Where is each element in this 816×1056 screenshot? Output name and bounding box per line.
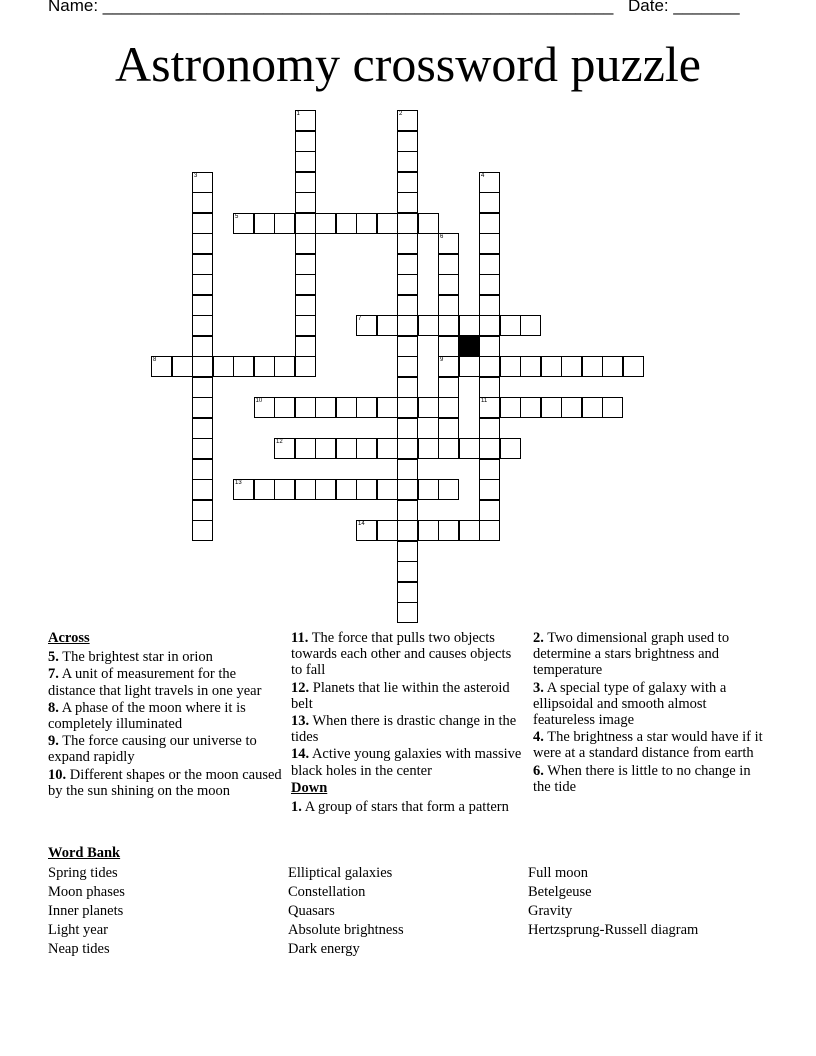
grid-clue-number: 12 (276, 439, 283, 445)
grid-cell[interactable] (377, 520, 398, 541)
clue-number: 6. (533, 762, 544, 779)
grid-cell[interactable] (438, 274, 459, 295)
grid-clue-number: 5 (235, 213, 239, 220)
grid-cell[interactable] (356, 438, 377, 459)
clue-number: 11. (291, 630, 309, 646)
grid-cell[interactable] (438, 336, 459, 357)
grid-cell[interactable] (397, 479, 418, 500)
grid-cell[interactable] (500, 438, 521, 459)
grid-cell[interactable] (274, 356, 295, 377)
grid-cell[interactable] (418, 213, 439, 234)
grid-cell[interactable] (479, 233, 500, 254)
grid-cell[interactable] (479, 192, 500, 213)
grid-cell[interactable] (438, 438, 459, 459)
grid-cell[interactable] (295, 192, 316, 213)
name-field[interactable]: Name: ______________________________________________________ (48, 0, 614, 15)
grid-cell[interactable] (479, 172, 500, 193)
grid-cell[interactable] (479, 274, 500, 295)
clue-across-5 (48, 649, 286, 665)
grid-cell[interactable] (479, 418, 500, 439)
grid-cell[interactable] (397, 274, 418, 295)
clue-number: 10. (48, 766, 67, 783)
clue-number: 14. (291, 746, 310, 763)
grid-cell[interactable] (192, 274, 213, 295)
grid-cell[interactable] (397, 172, 418, 193)
clue-text: Planets that lie within the asteroid belt (291, 679, 510, 712)
clue-text: Different shapes or the moon caused by the sun shining on the moon (48, 766, 282, 799)
grid-cell[interactable] (192, 500, 213, 521)
grid-cell[interactable] (438, 295, 459, 316)
clue-number: 4. (533, 729, 544, 746)
grid-cell[interactable] (192, 315, 213, 336)
clue-text: A special type of galaxy with a ellipsoidal and smooth almost featureless image (533, 679, 727, 729)
grid-cell[interactable] (377, 213, 398, 234)
grid-cell[interactable] (274, 213, 295, 234)
grid-cell[interactable] (479, 315, 500, 336)
grid-cell[interactable] (438, 397, 459, 418)
clue-number: 13. (291, 713, 310, 730)
clue-text: The force that pulls two objects towards each other and causes objects to fall (291, 630, 512, 679)
grid-cell[interactable] (192, 438, 213, 459)
clue-across-14 (291, 746, 523, 778)
clue-across-9 (48, 733, 286, 765)
grid-cell[interactable] (479, 356, 500, 377)
grid-cell[interactable] (336, 479, 357, 500)
clue-text: A phase of the moon where it is completely illuminated (48, 699, 246, 733)
grid-cell[interactable] (397, 500, 418, 521)
word-bank-item: Gravity (528, 903, 573, 919)
grid-cell[interactable] (500, 356, 521, 377)
grid-cell[interactable] (254, 356, 275, 377)
grid-clue-number: 7 (358, 316, 362, 322)
grid-cell[interactable] (397, 295, 418, 316)
grid-cell[interactable] (295, 479, 316, 500)
grid-clue-number: 8 (153, 357, 157, 363)
grid-cell[interactable] (397, 151, 418, 172)
grid-cell[interactable] (295, 397, 316, 418)
grid-cell[interactable] (295, 438, 316, 459)
grid-block (459, 336, 480, 357)
grid-cell[interactable] (397, 459, 418, 480)
grid-cell[interactable] (479, 520, 500, 541)
grid-cell[interactable] (418, 315, 439, 336)
grid-clue-number: 4 (481, 172, 485, 179)
grid-cell[interactable] (336, 397, 357, 418)
grid-cell[interactable] (479, 500, 500, 521)
grid-cell[interactable] (479, 459, 500, 480)
grid-cell[interactable] (397, 418, 418, 439)
grid-cell[interactable] (397, 213, 418, 234)
clues-column-2 (291, 630, 523, 816)
grid-cell[interactable] (192, 295, 213, 316)
clue-across-7 (48, 666, 286, 698)
grid-cell[interactable] (397, 192, 418, 213)
grid-cell[interactable] (623, 356, 644, 377)
grid-cell[interactable] (315, 438, 336, 459)
grid-cell[interactable] (418, 438, 439, 459)
grid-cell[interactable] (397, 315, 418, 336)
across-heading: Across (48, 630, 90, 646)
grid-cell[interactable] (151, 356, 172, 377)
grid-cell[interactable] (397, 131, 418, 152)
grid-cell[interactable] (602, 397, 623, 418)
grid-cell[interactable] (192, 418, 213, 439)
grid-cell[interactable] (377, 438, 398, 459)
grid-cell[interactable] (397, 561, 418, 582)
grid-cell[interactable] (295, 315, 316, 336)
grid-cell[interactable] (397, 336, 418, 357)
grid-cell[interactable] (295, 172, 316, 193)
grid-cell[interactable] (356, 479, 377, 500)
grid-cell[interactable] (192, 520, 213, 541)
grid-cell[interactable] (336, 438, 357, 459)
grid-cell[interactable] (192, 213, 213, 234)
grid-cell[interactable] (295, 233, 316, 254)
grid-cell[interactable] (418, 479, 439, 500)
clue-down-2 (533, 630, 771, 679)
grid-cell[interactable] (459, 520, 480, 541)
grid-cell[interactable] (438, 356, 459, 377)
clue-across-11 (291, 630, 523, 679)
grid-cell[interactable] (541, 356, 562, 377)
grid-cell[interactable] (479, 295, 500, 316)
grid-cell[interactable] (315, 479, 336, 500)
grid-cell[interactable] (233, 213, 254, 234)
grid-cell[interactable] (213, 356, 234, 377)
grid-cell[interactable] (274, 397, 295, 418)
grid-cell[interactable] (356, 213, 377, 234)
grid-cell[interactable] (561, 356, 582, 377)
clue-down-3 (533, 680, 771, 729)
clue-text: Two dimensional graph used to determine a stars brightness and temperature (533, 630, 730, 679)
grid-cell[interactable] (397, 582, 418, 603)
grid-cell[interactable] (295, 213, 316, 234)
grid-cell[interactable] (397, 602, 418, 623)
clue-number: 9. (48, 733, 59, 750)
grid-cell[interactable] (602, 356, 623, 377)
clues-column-1 (48, 630, 286, 800)
header-line (48, 0, 768, 16)
grid-cell[interactable] (438, 233, 459, 254)
grid-cell[interactable] (397, 377, 418, 398)
grid-cell[interactable] (479, 336, 500, 357)
grid-clue-number: 6 (440, 234, 444, 240)
clue-text: A group of stars that form a pattern (304, 799, 509, 816)
grid-cell[interactable] (356, 315, 377, 336)
word-bank-column-2 (288, 864, 404, 959)
clue-text: The brightness a star would have if it were at a standard distance from earth (533, 729, 763, 762)
grid-cell[interactable] (254, 397, 275, 418)
grid-cell[interactable] (479, 479, 500, 500)
page-title: Astronomy crossword puzzle (115, 36, 701, 92)
grid-cell[interactable] (295, 110, 316, 131)
word-bank-column-3 (528, 864, 698, 940)
grid-cell[interactable] (295, 131, 316, 152)
grid-cell[interactable] (479, 438, 500, 459)
grid-cell[interactable] (377, 315, 398, 336)
clue-down-1 (291, 799, 523, 815)
word-bank-item: Betelgeuse (528, 884, 592, 900)
word-bank-item: Dark energy (288, 941, 360, 957)
grid-cell[interactable] (377, 479, 398, 500)
clue-number: 5. (48, 649, 59, 666)
grid-cell[interactable] (438, 315, 459, 336)
word-bank-item: Full moon (528, 865, 589, 881)
grid-cell[interactable] (295, 151, 316, 172)
grid-cell[interactable] (520, 315, 541, 336)
grid-cell[interactable] (459, 315, 480, 336)
clue-number: 8. (48, 699, 59, 716)
grid-cell[interactable] (520, 397, 541, 418)
grid-cell[interactable] (520, 356, 541, 377)
grid-cell[interactable] (397, 438, 418, 459)
clue-across-13 (291, 713, 523, 745)
clue-number: 3. (533, 679, 544, 696)
clue-text: Active young galaxies with massive black holes in the center (291, 746, 522, 779)
clue-across-10 (48, 767, 286, 799)
down-heading: Down (291, 779, 328, 796)
word-bank-heading: Word Bank (48, 845, 121, 861)
grid-cell[interactable] (192, 172, 213, 193)
grid-cell[interactable] (295, 356, 316, 377)
grid-cell[interactable] (397, 356, 418, 377)
grid-cell[interactable] (479, 377, 500, 398)
grid-cell[interactable] (356, 397, 377, 418)
word-bank-item: Moon phases (48, 884, 125, 900)
clue-down-4 (533, 729, 771, 761)
grid-cell[interactable] (582, 356, 603, 377)
grid-clue-number: 14 (358, 521, 365, 527)
grid-cell[interactable] (541, 397, 562, 418)
grid-cell[interactable] (274, 438, 295, 459)
grid-cell[interactable] (397, 397, 418, 418)
grid-cell[interactable] (254, 213, 275, 234)
clue-text: When there is little to no change in the tide (533, 762, 751, 795)
clue-text: A unit of measurement for the distance that light travels in one year (48, 666, 262, 699)
grid-clue-number: 10 (255, 398, 263, 404)
grid-cell[interactable] (274, 479, 295, 500)
word-bank-item: Hertzsprung-Russell diagram (528, 922, 699, 938)
word-bank-item: Spring tides (48, 865, 118, 881)
clue-text: The brightest star in orion (62, 649, 213, 666)
grid-clue-number: 2 (399, 111, 403, 117)
grid-cell[interactable] (418, 397, 439, 418)
grid-clue-number: 11 (481, 398, 488, 404)
grid-cell[interactable] (479, 397, 500, 418)
clues-column-3 (533, 630, 771, 796)
clue-text: When there is drastic change in the tides (291, 713, 517, 746)
word-bank-item: Neap tides (48, 941, 110, 957)
grid-cell[interactable] (192, 254, 213, 275)
grid-cell[interactable] (192, 336, 213, 357)
grid-cell[interactable] (192, 233, 213, 254)
grid-cell[interactable] (192, 377, 213, 398)
word-bank-item: Elliptical galaxies (288, 865, 393, 881)
clue-text: The force causing our universe to expand rapidly (48, 733, 257, 766)
grid-cell[interactable] (479, 213, 500, 234)
word-bank-item: Inner planets (48, 903, 124, 919)
grid-cell[interactable] (397, 110, 418, 131)
grid-cell[interactable] (418, 520, 439, 541)
grid-cell[interactable] (561, 397, 582, 418)
grid-cell[interactable] (438, 479, 459, 500)
grid-cell[interactable] (397, 254, 418, 275)
grid-cell[interactable] (397, 541, 418, 562)
grid-cell[interactable] (438, 418, 459, 439)
clue-across-12 (291, 680, 523, 712)
grid-cell[interactable] (397, 520, 418, 541)
grid-cell[interactable] (356, 520, 377, 541)
word-bank-column-1 (48, 864, 125, 959)
grid-cell[interactable] (459, 356, 480, 377)
grid-cell[interactable] (438, 254, 459, 275)
grid-cell[interactable] (438, 520, 459, 541)
date-field[interactable]: Date: _______ (628, 0, 740, 15)
grid-cell[interactable] (233, 479, 254, 500)
grid-clue-number: 9 (440, 357, 444, 363)
grid-cell[interactable] (295, 336, 316, 357)
grid-cell[interactable] (397, 233, 418, 254)
grid-cell[interactable] (500, 397, 521, 418)
grid-cell[interactable] (315, 397, 336, 418)
clue-number: 1. (291, 799, 302, 816)
grid-cell[interactable] (192, 397, 213, 418)
grid-cell[interactable] (295, 295, 316, 316)
grid-cell[interactable] (172, 356, 193, 377)
grid-cell[interactable] (192, 479, 213, 500)
word-bank-item: Absolute brightness (288, 922, 404, 938)
grid-cell[interactable] (479, 254, 500, 275)
grid-clue-number: 13 (235, 480, 242, 486)
grid-cell[interactable] (438, 377, 459, 398)
grid-cell[interactable] (192, 192, 213, 213)
grid-cell[interactable] (500, 315, 521, 336)
grid-cell[interactable] (315, 213, 336, 234)
grid-clue-number: 3 (194, 172, 198, 179)
clue-number: 2. (533, 630, 544, 646)
grid-cell[interactable] (459, 438, 480, 459)
clue-number: 12. (291, 679, 310, 696)
grid-cell[interactable] (233, 356, 254, 377)
word-bank-item: Quasars (288, 903, 335, 919)
clue-down-6 (533, 763, 771, 795)
grid-cell[interactable] (295, 254, 316, 275)
word-bank-item: Constellation (288, 884, 366, 900)
word-bank-item: Light year (48, 922, 108, 938)
grid-cell[interactable] (582, 397, 603, 418)
grid-cell[interactable] (377, 397, 398, 418)
grid-clue-number: 1 (296, 111, 300, 117)
grid-cell[interactable] (254, 479, 275, 500)
grid-cell[interactable] (295, 274, 316, 295)
grid-cell[interactable] (192, 356, 213, 377)
grid-cell[interactable] (336, 213, 357, 234)
grid-cell[interactable] (192, 459, 213, 480)
clue-across-8 (48, 700, 286, 732)
clue-number: 7. (48, 666, 59, 683)
